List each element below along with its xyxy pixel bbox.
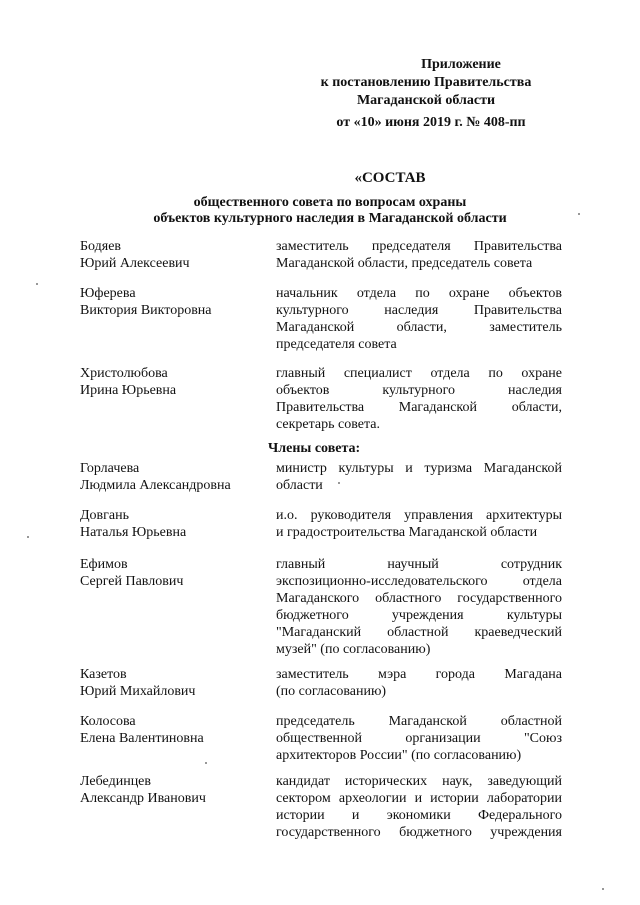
position-line: музей" (по согласованию) bbox=[276, 642, 431, 657]
position-line: председатель Магаданской областной bbox=[276, 714, 562, 729]
position-line: и градостроительства Магаданской области bbox=[276, 525, 538, 540]
member-surname: Лебединцев bbox=[80, 774, 152, 789]
member-name bbox=[80, 773, 265, 807]
scan-speck bbox=[578, 213, 580, 215]
member-given-names: Виктория Викторовна bbox=[80, 303, 212, 318]
members-heading: Члены совета: bbox=[268, 441, 361, 456]
member-surname: Христолюбова bbox=[80, 366, 168, 381]
member-given-names: Юрий Михайлович bbox=[80, 684, 196, 699]
position-line: бюджетного учреждения культуры bbox=[276, 608, 562, 623]
position-line: общественной организации "Союз bbox=[276, 731, 562, 746]
position-line: Магаданской области, председатель совета bbox=[276, 256, 533, 271]
scan-speck bbox=[602, 888, 604, 890]
member-name bbox=[80, 285, 265, 319]
member-position bbox=[276, 507, 562, 541]
member-name bbox=[80, 713, 265, 747]
position-line: области bbox=[276, 478, 323, 493]
member-surname: Колосова bbox=[80, 714, 136, 729]
member-surname: Казетов bbox=[80, 667, 127, 682]
position-line: архитекторов России" (по согласованию) bbox=[276, 748, 522, 763]
position-line: государственного бюджетного учреждения bbox=[276, 825, 562, 840]
appendix-label: Приложение bbox=[421, 57, 501, 72]
member-position bbox=[276, 666, 562, 700]
member-name bbox=[80, 666, 265, 700]
position-line: (по согласованию) bbox=[276, 684, 387, 699]
member-position bbox=[276, 556, 562, 658]
member-surname: Довгань bbox=[80, 508, 129, 523]
member-name bbox=[80, 556, 265, 590]
position-line: заместитель мэра города Магадана bbox=[276, 667, 562, 682]
appendix-header bbox=[296, 56, 556, 132]
member-name bbox=[80, 507, 265, 541]
appendix-date-number: от «10» июня 2019 г. № 408-пп bbox=[336, 115, 526, 130]
appendix-region: Магаданской области bbox=[356, 93, 496, 108]
member-position bbox=[276, 365, 562, 433]
subtitle-line-2: объектов культурного наследия в Магаданской области bbox=[153, 211, 507, 226]
member-given-names: Ирина Юрьевна bbox=[80, 383, 177, 398]
position-line: объектов культурного наследия bbox=[276, 383, 562, 398]
document-subtitle bbox=[100, 195, 560, 227]
member-position bbox=[276, 460, 562, 494]
member-given-names: Людмила Александровна bbox=[80, 478, 231, 493]
member-surname: Юферева bbox=[80, 286, 136, 301]
position-line: Магаданской области, заместитель bbox=[276, 320, 562, 335]
member-surname: Бодяев bbox=[80, 239, 122, 254]
appendix-resolution: к постановлению Правительства bbox=[320, 75, 532, 90]
position-line: Магаданского областного государственного bbox=[276, 591, 562, 606]
member-position bbox=[276, 773, 562, 841]
scan-speck bbox=[36, 283, 38, 285]
position-line: министр культуры и туризма Магаданской bbox=[276, 461, 562, 476]
member-position bbox=[276, 285, 562, 353]
position-line: секретарь совета. bbox=[276, 417, 380, 432]
member-name bbox=[80, 238, 265, 272]
member-surname: Ефимов bbox=[80, 557, 128, 572]
member-given-names: Сергей Павлович bbox=[80, 574, 184, 589]
position-line: и.о. руководителя управления архитектуры bbox=[276, 508, 562, 523]
member-given-names: Елена Валентиновна bbox=[80, 731, 204, 746]
position-line: Правительства Магаданской области, bbox=[276, 400, 562, 415]
member-name bbox=[80, 365, 265, 399]
member-surname: Горлачева bbox=[80, 461, 140, 476]
position-line: главный специалист отдела по охране bbox=[276, 366, 562, 381]
position-line: председателя совета bbox=[276, 337, 397, 352]
position-line: "Магаданский областной краеведческий bbox=[276, 625, 562, 640]
member-position bbox=[276, 713, 562, 764]
position-line: начальник отдела по охране объектов bbox=[276, 286, 562, 301]
position-line: культурного наследия Правительства bbox=[276, 303, 562, 318]
position-line: сектором археологии и истории лаборатории bbox=[276, 791, 562, 806]
member-given-names: Наталья Юрьевна bbox=[80, 525, 187, 540]
member-given-names: Юрий Алексеевич bbox=[80, 256, 190, 271]
scan-speck bbox=[27, 536, 29, 538]
member-given-names: Александр Иванович bbox=[80, 791, 206, 806]
scan-speck bbox=[338, 482, 340, 484]
position-line: заместитель председателя Правительства bbox=[276, 239, 562, 254]
position-line: кандидат исторических наук, заведующий bbox=[276, 774, 562, 789]
subtitle-line-1: общественного совета по вопросам охраны bbox=[193, 195, 467, 210]
scan-speck bbox=[205, 762, 207, 764]
position-line: главный научный сотрудник bbox=[276, 557, 562, 572]
member-position bbox=[276, 238, 562, 272]
member-name bbox=[80, 460, 265, 494]
position-line: истории и экономики Федерального bbox=[276, 808, 562, 823]
document-title: «СОСТАВ bbox=[354, 170, 426, 186]
position-line: экспозиционно-исследовательского отдела bbox=[276, 574, 562, 589]
